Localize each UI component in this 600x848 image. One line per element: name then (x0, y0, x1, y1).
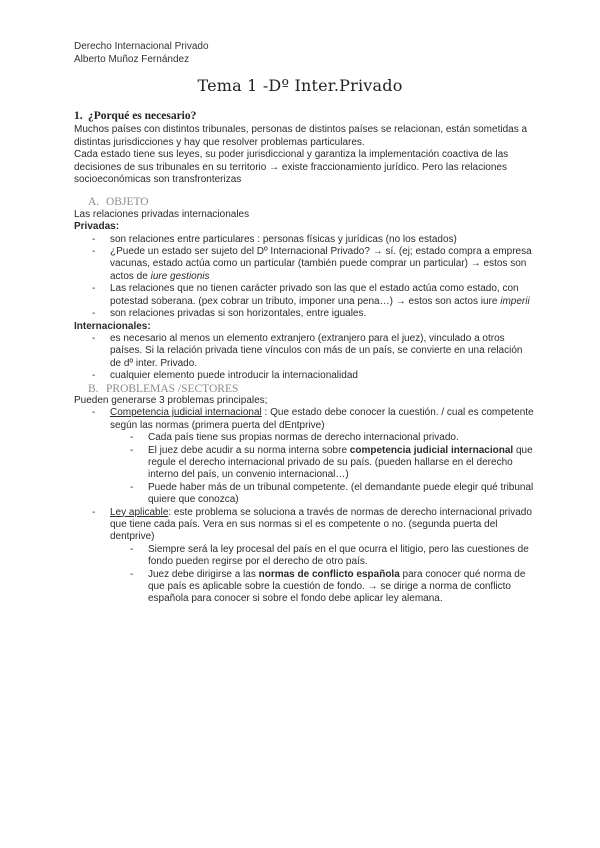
section-title: ¿Porqué es necesario? (88, 110, 197, 122)
section-heading (74, 110, 534, 122)
term-competencia: Competencia judicial internacional (110, 407, 262, 419)
paragraph: Las relaciones privadas internacionales (74, 208, 250, 220)
subsection-letter: B. (88, 382, 99, 395)
list-item-competencia: - Competencia judicial internacional : Que estado debe conocer la cuestión. / cual es competente según las normas (primera puerta del dEntprive) - Cada país tiene sus propias normas de derecho internacional privado. - El juez debe acudir a su norma interna sobre competencia judicial internacional que regule el derecho internacional privado de su país. (pueden hallarse en el derecho interno del país, un convenio internacional…) - Puede haber más de un tribunal competente. (el demandante puede elegir qué tribunal quiere que conozca) (74, 407, 534, 506)
internacionales-list (74, 333, 534, 383)
problemas-list (74, 407, 534, 606)
course-name: Derecho Internacional Privado (74, 41, 209, 52)
list-item: - Juez debe dirigirse a las normas de conflicto española para conocer qué norma de que país es aplicable sobre la cuestión de fondo. → se dirige a norma de conflicto española para conocer si sobre el fondo debe aplicar ley alemana. (74, 569, 534, 606)
list-item: - Cada país tiene sus propias normas de derecho internacional privado. (74, 432, 534, 444)
list-item: - son relaciones entre particulares : personas físicas y jurídicas (no los estados) (74, 234, 534, 246)
subsection-heading-problemas (74, 383, 534, 395)
privadas-label: Privadas: (74, 221, 120, 233)
competencia-sublist (74, 432, 534, 506)
list-item: - ¿Puede un estado ser sujeto del Dº Internacional Privado? → sí. (ej; estado compra a empresa vacunas, estado actúa como un particular (también puede comprar un particular) → estos son actos de iure gestionis (74, 246, 534, 283)
list-item: - son relaciones privadas si son horizontales, entre iguales. (74, 308, 534, 320)
list-item-ley-aplicable: - Ley aplicable: este problema se soluciona a través de normas de derecho internacional privado que tiene cada país. Vera en sus normas si el es competente o no. (segunda puerta del dentprive) - Siempre será la ley procesal del país en el que ocurra el litigio, pero las cuestiones de fondo pueden regirse por el derecho de otro país. - Juez debe dirigirse a las normas de conflicto española para conocer qué norma de que país es aplicable sobre la cuestión de fondo. → se dirige a norma de conflicto española para conocer si sobre el fondo debe aplicar ley alemana. (74, 507, 534, 606)
list-item: - Siempre será la ley procesal del país en el que ocurra el litigio, pero las cuestiones de fondo pueden regirse por el derecho de otro país. (74, 544, 534, 569)
document-header (74, 40, 209, 66)
author-name: Alberto Muñoz Fernández (74, 54, 190, 65)
section-number: 1. (74, 110, 83, 122)
subsection-title: PROBLEMAS /SECTORES (106, 382, 239, 395)
page-title: Tema 1 -Dº Inter.Privado (197, 76, 403, 95)
subsection-title: OBJETO (106, 196, 149, 209)
list-item: - es necesario al menos un elemento extranjero (extranjero para el juez), vinculado a otros países. Si la relación privada tiene vínculos con más de un país, se convierte en una relación de dº inter. Privado. (74, 333, 534, 370)
list-item: - cualquier elemento puede introducir la internacionalidad (74, 370, 534, 382)
document-body (74, 110, 534, 606)
internacionales-label: Internacionales: (74, 320, 151, 332)
ley-sublist (74, 544, 534, 606)
subsection-heading-objeto (74, 196, 534, 208)
list-item: - El juez debe acudir a su norma interna sobre competencia judicial internacional que regule el derecho internacional privado de su país. (pueden hallarse en el derecho interno del país, un convenio internacional…) (74, 445, 534, 482)
term-ley-aplicable: Ley aplicable (110, 506, 169, 518)
privadas-list (74, 234, 534, 321)
paragraph: Cada estado tiene sus leyes, su poder jurisdiccional y garantiza la implementación coactiva de las decisiones de sus tribunales en su territorio → existe fraccionamiento jurídico. Pero las relaciones socioeconómicas son transfronterizas (74, 149, 509, 186)
paragraph: Pueden generarse 3 problemas principales; (74, 394, 268, 406)
list-item: - Las relaciones que no tienen carácter privado son las que el estado actúa como estado, con potestad soberana. (pex cobrar un tributo, imponer una pena…) → estos son actos iure imperii (74, 283, 534, 308)
list-item: - Puede haber más de un tribunal competente. (el demandante puede elegir qué tribunal quiere que conozca) (74, 482, 534, 507)
subsection-letter: A. (88, 196, 100, 209)
paragraph: Muchos países con distintos tribunales, personas de distintos países se relacionan, están sometidas a distintas jurisdicciones y hay que resolver problemas particulares. (74, 124, 528, 148)
